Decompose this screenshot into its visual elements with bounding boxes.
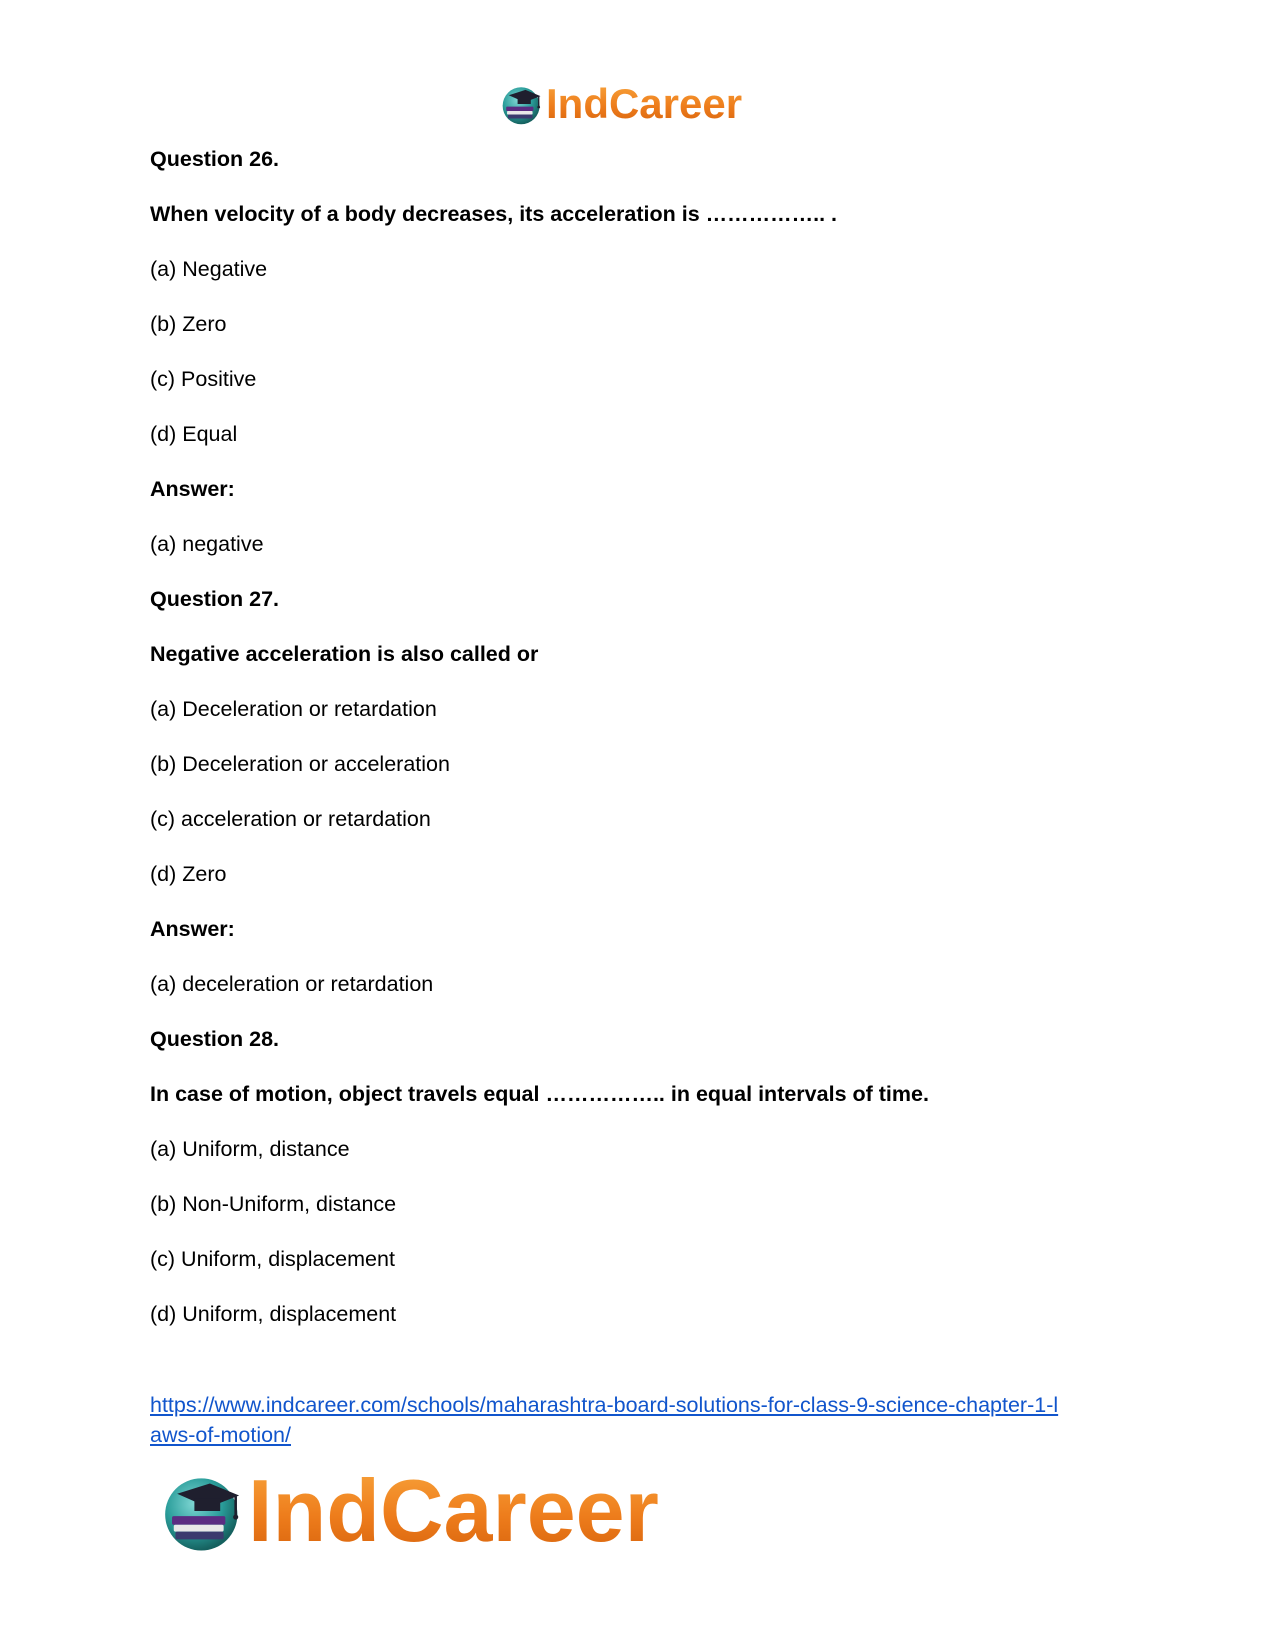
question-heading: Question 27. <box>150 587 280 611</box>
option-d: (d) Zero <box>150 862 227 886</box>
option-d: (d) Equal <box>150 422 238 446</box>
graduation-globe-icon <box>500 82 544 126</box>
source-link-line-2: aws-of-motion/ <box>150 1423 291 1447</box>
source-link-line-1: https://www.indcareer.com/schools/maharashtra-board-solutions-for-class-9-science-chapter-1-l <box>150 1393 1059 1417</box>
answer-label: Answer: <box>150 477 235 501</box>
question-prompt: Negative acceleration is also called or <box>150 642 539 666</box>
option-b: (b) Zero <box>150 312 227 336</box>
question-prompt: In case of motion, object travels equal …………….. in equal intervals of time. <box>150 1082 929 1106</box>
option-a: (a) Deceleration or retardation <box>150 697 437 721</box>
question-heading: Question 28. <box>150 1027 280 1051</box>
brand-wordmark: IndCareer <box>546 80 743 127</box>
question-list <box>150 146 1150 1356</box>
option-a: (a) Uniform, distance <box>150 1137 350 1161</box>
answer-text: (a) deceleration or retardation <box>150 972 434 996</box>
answer-label: Answer: <box>150 917 235 941</box>
option-c: (c) Positive <box>150 367 257 391</box>
footer-logo <box>160 1461 659 1560</box>
option-c: (c) Uniform, displacement <box>150 1247 395 1271</box>
brand-wordmark: IndCareer <box>248 1461 659 1560</box>
graduation-globe-icon <box>160 1468 246 1554</box>
answer-text: (a) negative <box>150 532 264 556</box>
question-prompt: When velocity of a body decreases, its acceleration is …………….. . <box>150 202 838 226</box>
option-b: (b) Deceleration or acceleration <box>150 752 450 776</box>
option-b: (b) Non-Uniform, distance <box>150 1192 397 1216</box>
option-a: (a) Negative <box>150 257 268 281</box>
option-c: (c) acceleration or retardation <box>150 807 431 831</box>
source-link[interactable] <box>150 1390 1150 1450</box>
option-d: (d) Uniform, displacement <box>150 1302 397 1326</box>
question-heading: Question 26. <box>150 147 280 171</box>
header-logo <box>500 80 742 128</box>
